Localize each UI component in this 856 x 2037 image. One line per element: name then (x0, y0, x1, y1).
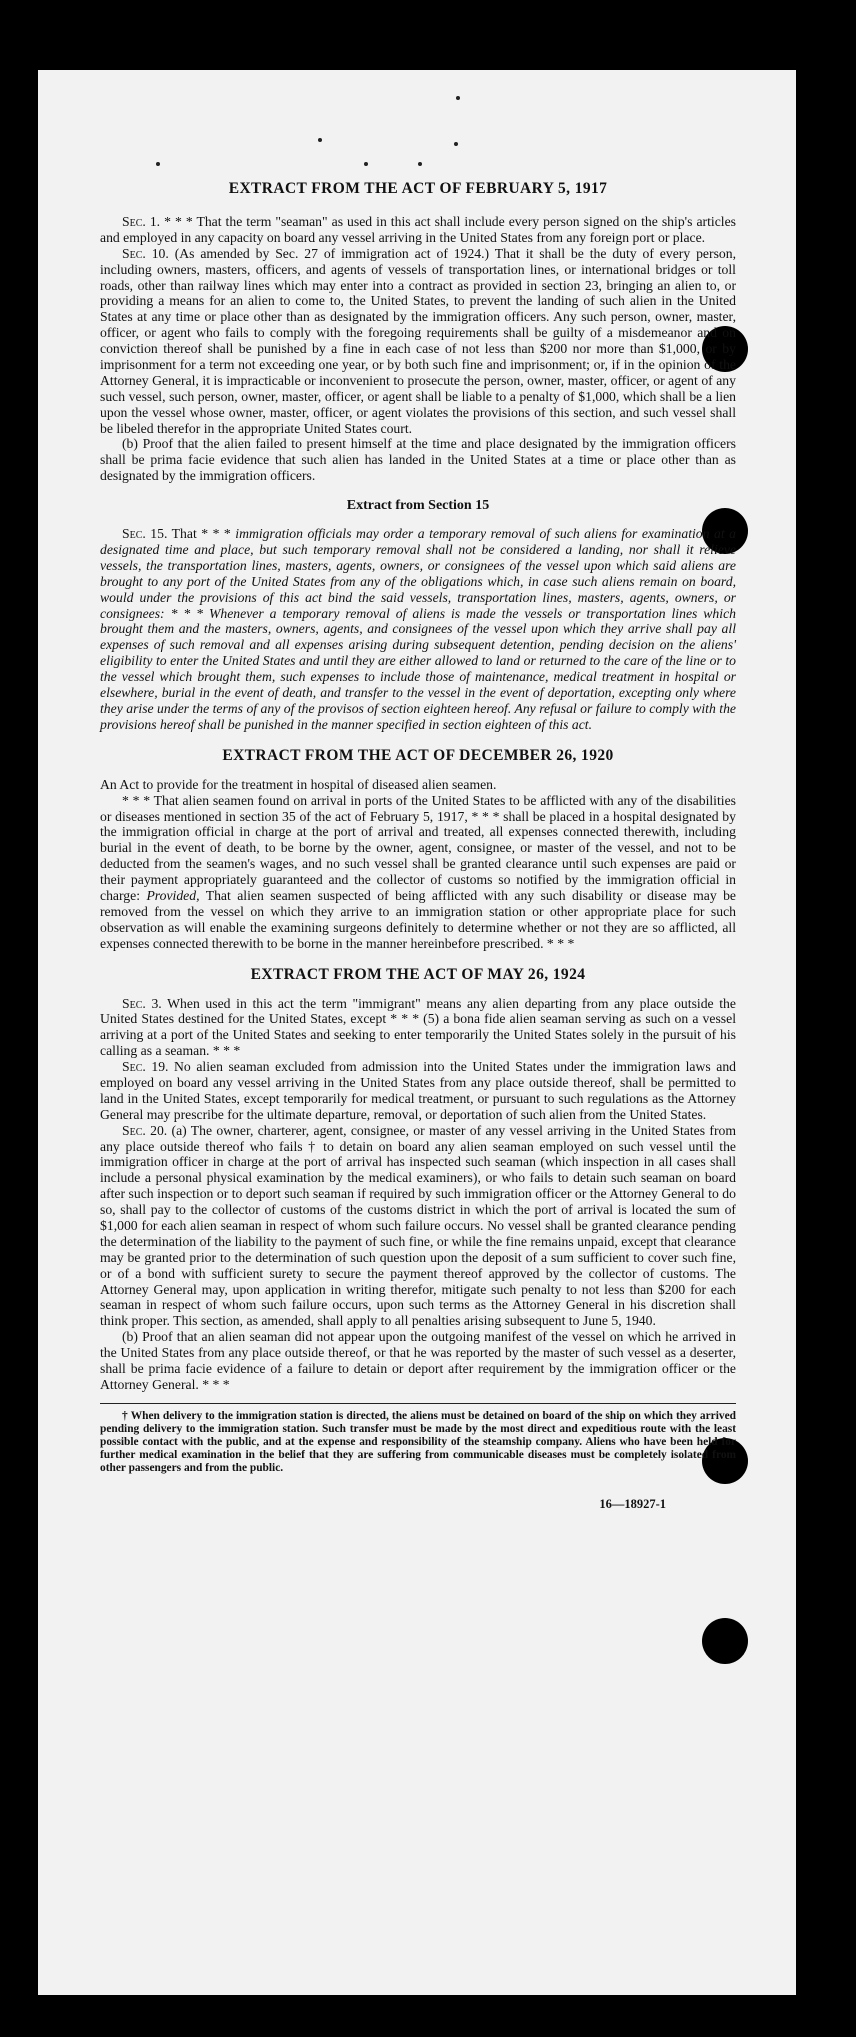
act-1920-title: An Act to provide for the treatment in hospital of diseased alien seamen. (100, 776, 497, 792)
section-text: (As amended by Sec. 27 of immigration act of 1924.) That it shall be the duty of every person, including owners, masters, officers, and agents of vessels of transportation lines, or international bridges or toll roads, other than railway lines which may enter into a contract as provided in section 23, bringing an alien to, or providing a means for an alien to come to, the United States, to prevent the landing of such alien in the United States at any time or place other than as designated by the immigration officers. Any such person, owner, master, officer, or agent who fails to comply with the foregoing requirements shall be guilty of a misdemeanor and on conviction thereof shall be punished by a fine in each case of not less than $200 nor more than $1,000, or by imprisonment for a term not exceeding one year, or by both such fine and imprisonment; or, if in the opinion of the Attorney General, it is impracticable or inconvenient to prosecute the person, owner, master, officer, or agent of any such vessel, such person, owner, master, officer, or agent shall be liable to a penalty of $1,000, which shall be a lien upon the vessel whose owner, master, officer, or agent violates the provisions of this section, and such vessel shall be libeled therefor in the appropriate United States court. (100, 245, 736, 436)
form-number: 16—18927-1 (599, 1496, 666, 1511)
heading-act-1917: EXTRACT FROM THE ACT OF FEBRUARY 5, 1917 (228, 180, 608, 197)
footnote-divider (100, 1403, 736, 1404)
section-text: When used in this act the term "immigrant" means any alien departing from any place outside the United States destined for the United States, except * * * (5) a bona fide alien seaman serving as such on a vessel arriving at a port of the United States and seeking to enter temporarily the United States solely in the pursuit of his calling as a seaman. * * * (100, 995, 736, 1059)
section-label: Sec. 15. (122, 526, 168, 542)
document-page (38, 70, 796, 1995)
section-label: Sec. 19. (122, 1059, 169, 1075)
heading-section-15: Extract from Section 15 (346, 498, 490, 514)
speck (318, 138, 322, 142)
heading-act-1924: EXTRACT FROM THE ACT OF MAY 26, 1924 (250, 965, 586, 983)
speck (454, 142, 458, 146)
section-label: Sec. 1. (122, 214, 161, 229)
section-label: Sec. 10. (122, 245, 169, 261)
speck (156, 162, 160, 166)
section-text: (a) The owner, charterer, agent, consignee, or master of any vessel arriving in the United States from any place outside thereof who fails † to detain on board any alien seaman employed on such vessel until the immigration officer in charge at the port of arrival has inspected such seaman (which inspection in all cases shall include a personal physical examination by the medical examiners), or who fails to detain such seaman on board after such inspection or to deport such seaman if required by such immigration officer or the Attorney General to do so, shall pay to the collector of customs of the customs district in which the port of arrival is located the sum of $1,000 for each alien seaman in respect of whom such failure occurs. No vessel shall be granted clearance pending the determination of the liability to the payment of such fine, or while the fine remains unpaid, except that clearance may be granted prior to the determination of such question upon the deposit of a sum sufficient to cover such fine, or of a bond with sufficient surety to secure the payment thereof approved by the collector of customs. The Attorney General may, upon application in writing therefor, mitigate such penalty to not less than $200 for each seaman in respect of whom such failure occurs, upon such terms as the Attorney General in his discretion shall think proper. This section, as amended, shall apply to all penalties arising subsequent to June 5, 1940. (100, 1122, 736, 1329)
section-20 (100, 1123, 736, 1330)
section-10-b: (b) Proof that the alien failed to present himself at the time and place designated by the immigration officers shall be prima facie evidence that such alien has landed in the United States at a time or place other than as designated by the immigration officers. (100, 436, 736, 484)
heading-act-1920: EXTRACT FROM THE ACT OF DECEMBER 26, 1920 (222, 746, 614, 764)
act-1920-provided: Provided, (146, 887, 200, 903)
section-text: No alien seaman excluded from admission into the United States under the immigration laws and employed on board any vessel arriving in the United States from any place outside thereof, shall be permitted to land in the United States, except temporarily for medical treatment, or pursuant to such regulations as the Attorney General may prescribe for the ultimate departure, removal, or deportation of such alien from the United States. (100, 1059, 737, 1122)
act-1920-text-b: That alien seamen suspected of being afflicted with any such disability or disease may be removed from the vessel on which they arrive to an immigration station or other appropriate place for such observation as will enable the examining surgeons definitely to determine whether or not they are so afflicted, all expenses connected therewith to be borne in the manner hereinbefore prescribed. * * * (100, 887, 737, 951)
speck (364, 162, 368, 166)
act-1920-body (100, 793, 736, 952)
speck (418, 162, 422, 166)
document-body (100, 180, 736, 1512)
speck (456, 96, 460, 100)
section-1 (100, 214, 736, 246)
section-3 (100, 996, 736, 1060)
section-lead: That * * * (171, 526, 231, 542)
section-text: immigration officials may order a temporary removal of such aliens for examination at a designated time and place, but such temporary removal shall not be considered a landing, nor shall it relieve vessels, the transportation lines, masters, agents, owners, or consignees of the vessel upon which said aliens are brought to any port of the United States from any of the obligations which, in case such aliens remain on board, would under the provisions of this act bind the said vessels, transportation lines, masters, agents, owners, or consignees: * * * Whenever a temporary removal of aliens is made the vessels or transportation lines which brought them and the masters, owners, agents, and consignees of the vessel upon which they arrive shall pay all expenses of such removal and all expenses arising during subsequent detention, pending decision on the aliens' eligibility to enter the United States and until they are either allowed to land or returned to the care of the line or to the vessel which brought them, such expenses to include those of maintenance, medical treatment in hospital or elsewhere, burial in the event of death, and transfer to the vessel in the event of deportation, excepting only where they arise under the terms of any of the provisos of section eighteen hereof. Any refusal or failure to comply with the provisions hereof shall be punished in the manner specified in section eighteen of this act. (100, 526, 736, 732)
punch-hole (702, 1618, 748, 1664)
section-10 (100, 246, 736, 437)
act-1920-text-a: * * * That alien seamen found on arrival in ports of the United States to be afflicted with any of the disabilities or diseases mentioned in section 35 of the act of February 5, 1917, * * * shall be placed in a hospital designated by the immigration official in charge at the port of arrival and treated, all expenses connected therewith, including burial in the event of death, to be borne by the owner, agent, consignee, or master of the vessel, and not to be deducted from the seamen's wages, and no such vessel shall be granted clearance until such expenses are paid or their payment appropriately guaranteed and the collector of customs so notified by the immigration official in charge: (100, 792, 736, 903)
section-19 (100, 1059, 736, 1123)
section-label: Sec. 3. (122, 995, 162, 1011)
section-20-b: (b) Proof that an alien seaman did not appear upon the outgoing manifest of the vessel on which he arrived in the United States from any place outside thereof, or that he was reported by the master of such vessel as a deserter, shall be prima facie evidence of a failure to detain or deport after requirement by the immigration officer or the Attorney General. * * * (100, 1329, 736, 1392)
section-15 (100, 526, 736, 733)
footnote: † When delivery to the immigration station is directed, the aliens must be detained on board of the ship on which they arrived pending delivery to the immigration station. Such transfer must be made by the most direct and expeditious route with the least possible contact with the public, and at the expense and responsibility of the steamship company. Aliens who have been held for further medical examination in the belief that they are suffering from communicable diseases must be completely isolated from other passengers and from the public. (100, 1409, 736, 1474)
section-text: * * * That the term "seaman" as used in this act shall include every person signed on the ship's articles and employed in any capacity on board any vessel arriving in the United States from any foreign port or place. (100, 214, 736, 245)
section-label: Sec. 20. (122, 1122, 168, 1138)
